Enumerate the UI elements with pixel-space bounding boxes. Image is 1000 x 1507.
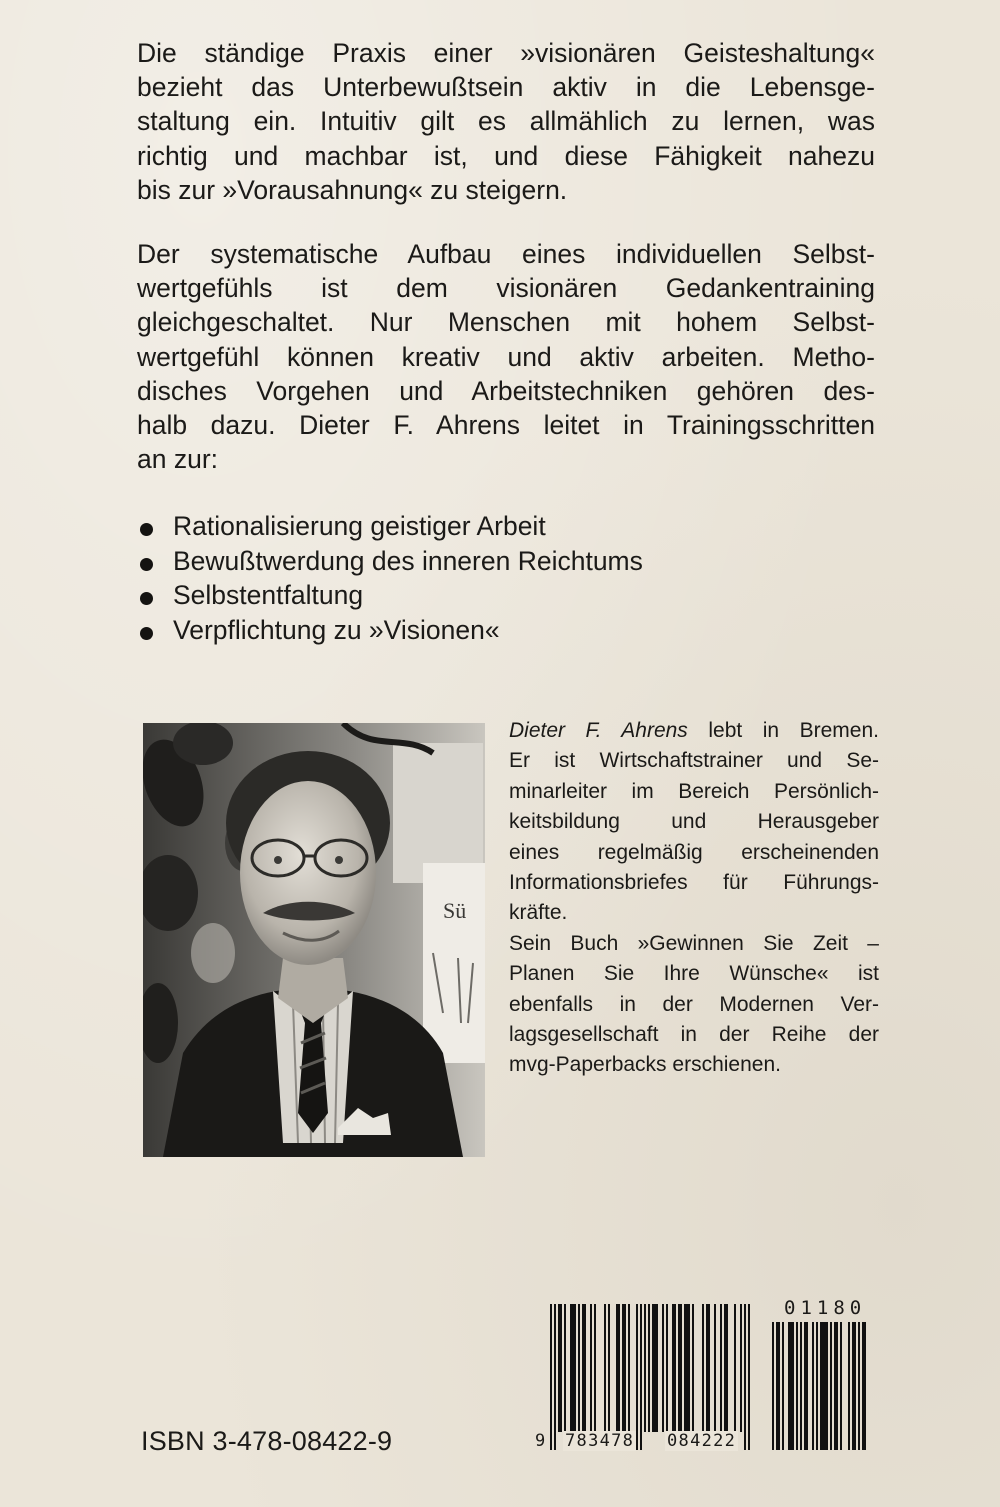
barcode-bar <box>782 1322 784 1450</box>
addon-number: 01180 <box>784 1297 867 1319</box>
list-item-text: Selbstentfaltung <box>173 580 364 610</box>
barcode-bar <box>616 1304 620 1432</box>
barcode-bar <box>720 1304 722 1432</box>
bio-line: lagsgesellschaft in der Reihe der <box>509 1023 879 1047</box>
barcode-bar <box>628 1304 630 1432</box>
barcode-bar <box>644 1304 646 1432</box>
barcode-bar <box>648 1304 650 1432</box>
paragraph-line: wertgefühls ist dem visionären Gedankentraining <box>137 273 875 304</box>
list-item <box>137 613 643 648</box>
barcode-bar <box>724 1304 728 1432</box>
ean-first-digit: 9 <box>535 1431 546 1451</box>
bio-line: Sein Buch »Gewinnen Sie Zeit – <box>509 931 879 955</box>
barcode-bar <box>702 1304 704 1432</box>
barcode-bar <box>672 1304 676 1432</box>
author-portrait-image <box>143 723 485 1157</box>
barcode-bar <box>788 1322 794 1450</box>
bio-first-line <box>509 716 879 746</box>
barcode-bar <box>636 1304 638 1450</box>
bio-line: kräfte. <box>509 901 568 925</box>
barcode-bar <box>714 1304 716 1432</box>
blurb-paragraph-1 <box>137 36 875 207</box>
barcode-bar <box>804 1322 808 1450</box>
barcode-bar <box>666 1304 668 1432</box>
paragraph-line: disches Vorgehen und Arbeitstechniken gehören des- <box>137 375 875 406</box>
bio-line: ebenfalls in der Modernen Ver- <box>509 992 879 1016</box>
barcode-bar <box>692 1304 694 1432</box>
barcode-bar <box>744 1304 746 1450</box>
bio-line: Er ist Wirtschaftstrainer und Se- <box>509 749 879 773</box>
list-item <box>137 578 643 613</box>
barcode-bar <box>772 1322 774 1450</box>
barcode-bar <box>830 1322 832 1450</box>
barcode-bar <box>558 1304 562 1432</box>
barcode-bar <box>594 1304 596 1432</box>
barcode-bar <box>862 1322 866 1450</box>
barcode-bar <box>662 1304 664 1432</box>
list-item-text: Rationalisierung geistiger Arbeit <box>173 511 546 541</box>
list-item-text: Bewußtwerdung des inneren Reichtums <box>173 545 643 576</box>
bullet-icon <box>140 558 153 571</box>
barcode-bar <box>848 1322 850 1450</box>
barcode-bar <box>816 1322 818 1450</box>
barcode-bar <box>858 1322 860 1450</box>
barcode-bar <box>564 1304 566 1432</box>
ean-left-digits: 783478 <box>565 1431 635 1451</box>
bullet-icon <box>140 627 153 640</box>
paragraph-line: Der systematische Aufbau eines individuellen Selbst- <box>137 239 875 269</box>
barcode-bar <box>652 1304 658 1432</box>
barcode-bar <box>554 1304 556 1450</box>
bio-line: eines regelmäßig erscheinenden <box>509 840 879 864</box>
barcode-bar <box>796 1322 798 1450</box>
paragraph-line: halb dazu. Dieter F. Ahrens leitet in Trainingsschritten <box>137 410 875 441</box>
bullet-icon <box>140 592 153 605</box>
ean-barcode <box>550 1304 768 1450</box>
barcode-bar <box>834 1322 838 1450</box>
bio-line: minarleiter im Bereich Persönlich- <box>509 779 879 803</box>
barcode-bar <box>604 1304 606 1432</box>
isbn-label: ISBN 3-478-08422-9 <box>141 1426 393 1456</box>
barcode-bar <box>776 1322 780 1450</box>
barcode-bar <box>590 1304 592 1432</box>
list-item-text: Verpflichtung zu »Visionen« <box>173 614 500 645</box>
author-photo <box>143 723 485 1157</box>
bio-line: Planen Sie Ihre Wünsche« ist <box>509 962 879 986</box>
author-bio <box>509 716 879 1081</box>
barcode-bar <box>678 1304 682 1432</box>
barcode-bar <box>684 1304 690 1432</box>
barcode-bar <box>812 1322 814 1450</box>
paragraph-line: wertgefühl können kreativ und aktiv arbeiten. Metho- <box>137 341 875 372</box>
barcode-bar <box>570 1304 576 1432</box>
paragraph-line: staltung ein. Intuitiv gilt es allmählich zu lernen, was <box>137 106 875 137</box>
paragraph-line: richtig und machbar ist, und diese Fähigkeit nahezu <box>137 140 875 171</box>
barcode-bar <box>582 1304 586 1432</box>
list-item <box>137 544 643 579</box>
ean-right-digits: 084222 <box>667 1431 737 1451</box>
barcode-bar <box>640 1304 642 1450</box>
blurb-paragraph-2 <box>137 237 875 476</box>
barcode-bar <box>734 1304 736 1432</box>
barcode-bar <box>706 1304 710 1432</box>
barcode-bar <box>748 1304 750 1450</box>
barcode-bar <box>578 1304 580 1432</box>
barcode-bar <box>800 1322 802 1450</box>
addon-barcode <box>772 1322 882 1450</box>
paragraph-line: bezieht das Unterbewußtsein aktiv in die Lebensge- <box>137 72 875 103</box>
barcode-bar <box>740 1304 742 1432</box>
paragraph-line: an zur: <box>137 444 219 475</box>
author-name: Dieter F. Ahrens <box>509 719 688 742</box>
training-steps-list <box>137 509 643 647</box>
bio-text: lebt in Bremen. <box>687 719 879 742</box>
barcode-bar <box>622 1304 626 1432</box>
barcode-bar <box>840 1322 842 1450</box>
bio-line: Informationsbriefes für Führungs- <box>509 871 879 895</box>
svg-text:Sü: Sü <box>443 898 467 923</box>
bullet-icon <box>140 523 153 536</box>
barcode-bar <box>852 1322 856 1450</box>
bio-line: mvg-Paperbacks erschienen. <box>509 1053 781 1077</box>
paragraph-line: Die ständige Praxis einer »visionären Geisteshaltung« <box>137 38 875 68</box>
barcode-bar <box>820 1322 828 1450</box>
bio-line: keitsbildung und Herausgeber <box>509 810 879 834</box>
barcode-bar <box>608 1304 610 1432</box>
barcode-bar <box>550 1304 552 1450</box>
paragraph-line: gleichgeschaltet. Nur Menschen mit hohem Selbst- <box>137 307 875 338</box>
list-item <box>137 509 643 544</box>
paragraph-line: bis zur »Vorausahnung« zu steigern. <box>137 174 568 205</box>
